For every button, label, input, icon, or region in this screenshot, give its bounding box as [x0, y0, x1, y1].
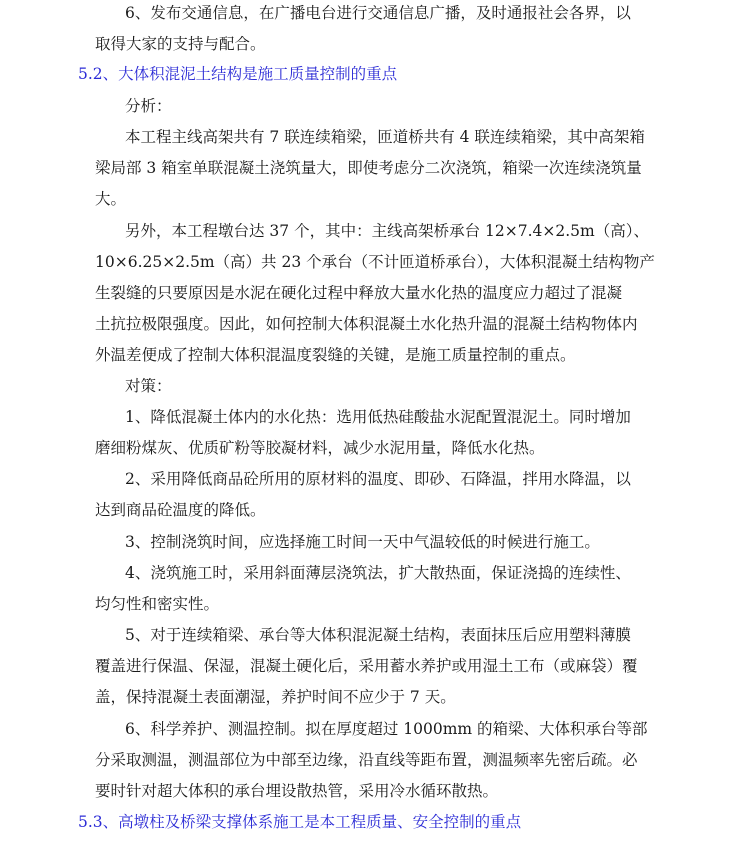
- text-line: 大。: [95, 190, 127, 208]
- text-line: 生裂缝的只要原因是水泥在硬化过程中释放大量水化热的温度应力超过了混凝: [95, 284, 623, 302]
- section-heading-5-2: 5.2、大体积混泥土结构是施工质量控制的重点: [78, 65, 398, 83]
- text-line: 磨细粉煤灰、优质矿粉等胶凝材料，减少水泥用量，降低水化热。: [95, 439, 545, 457]
- text-line: 盖，保持混凝土表面潮湿，养护时间不应少于 7 天。: [95, 688, 456, 706]
- text-line: 1、降低混凝土体内的水化热：选用低热硅酸盐水泥配置混泥土。同时增加: [125, 408, 631, 426]
- text-line: 2、采用降低商品砼所用的原材料的温度、即砂、石降温，拌用水降温，以: [125, 470, 631, 488]
- text-line: 外温差便成了控制大体积混温度裂缝的关键，是施工质量控制的重点。: [95, 346, 576, 364]
- text-line: 取得大家的支持与配合。: [95, 35, 266, 53]
- text-line: 分析：: [125, 97, 172, 115]
- text-line: 3、控制浇筑时间，应选择施工时间一天中气温较低的时候进行施工。: [125, 533, 600, 551]
- text-line: 对策：: [125, 377, 172, 395]
- text-line: 要时针对超大体积的承台埋设散热管，采用冷水循环散热。: [95, 782, 499, 800]
- text-line: 土抗拉极限强度。因此，如何控制大体积混凝土水化热升温的混凝土结构物体内: [95, 315, 638, 333]
- text-line: 10×6.25×2.5m（高）共 23 个承台（不计匝道桥承台），大体积混凝土结构物产: [95, 253, 655, 271]
- text-line: 梁局部 3 箱室单联混凝土浇筑量大，即使考虑分二次浇筑，箱梁一次连续浇筑量: [95, 159, 642, 177]
- text-line: 本工程主线高架共有 7 联连续箱梁，匝道桥共有 4 联连续箱梁，其中高架箱: [125, 128, 645, 146]
- text-line: 5、对于连续箱梁、承台等大体积混泥凝土结构，表面抹压后应用塑料薄膜: [125, 626, 631, 644]
- text-line: 覆盖进行保温、保湿，混凝土硬化后，采用蓄水养护或用湿土工布（或麻袋）覆: [95, 657, 638, 675]
- text-line: 4、浇筑施工时，采用斜面薄层浇筑法，扩大散热面，保证浇捣的连续性、: [125, 564, 631, 582]
- text-line: 6、发布交通信息，在广播电台进行交通信息广播，及时通报社会各界，以: [125, 4, 631, 22]
- section-heading-5-3: 5.3、高墩柱及桥梁支撑体系施工是本工程质量、安全控制的重点: [78, 813, 522, 831]
- text-line: 均匀性和密实性。: [95, 595, 220, 613]
- text-line: 6、科学养护、测温控制。拟在厚度超过 1000mm 的箱梁、大体积承台等部: [125, 720, 648, 738]
- text-line: 另外，本工程墩台达 37 个，其中：主线高架桥承台 12×7.4×2.5m（高）、: [125, 222, 649, 240]
- text-line: 达到商品砼温度的降低。: [95, 501, 266, 519]
- text-line: 分采取测温，测温部位为中部至边缘，沿直线等距布置，测温频率先密后疏。必: [95, 751, 638, 769]
